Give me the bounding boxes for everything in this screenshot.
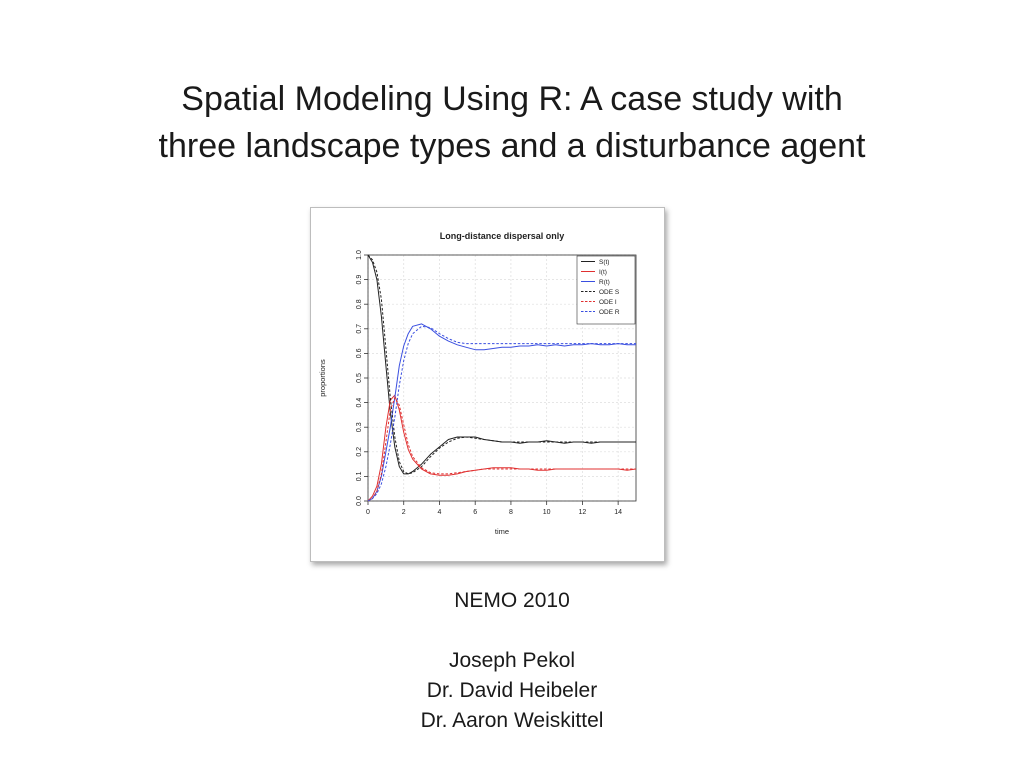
legend-label: R(t): [599, 279, 610, 286]
legend-label: ODE I: [599, 299, 617, 306]
legend-label: I(t): [599, 269, 607, 276]
slide-title: [60, 76, 964, 170]
y-tick-label: 0.7: [356, 323, 363, 334]
event-label: NEMO 2010: [454, 589, 570, 612]
chart-figure: [310, 207, 665, 562]
x-tick-label: 4: [437, 509, 442, 516]
x-tick-label: 12: [578, 509, 587, 516]
author-name: Dr. David Heibeler: [426, 679, 598, 702]
series-line: [368, 395, 636, 501]
x-axis-label: time: [494, 527, 510, 536]
slide-title-line-2: three landscape types and a disturbance agent: [158, 127, 866, 165]
series-line: [368, 324, 636, 501]
y-tick-label: 0.2: [356, 446, 363, 457]
y-tick-label: 0.0: [356, 496, 363, 506]
y-tick-label: 1.0: [356, 250, 363, 260]
author-name: Dr. Aaron Weiskittel: [420, 709, 604, 732]
y-tick-label: 0.5: [356, 373, 363, 383]
y-axis-label: proportions: [318, 359, 327, 397]
slide-title-line-1: Spatial Modeling Using R: A case study with: [181, 80, 843, 118]
author-name: Joseph Pekol: [448, 649, 576, 672]
legend-label: ODE R: [599, 309, 620, 316]
chart-title: Long-distance dispersal only: [439, 231, 565, 241]
y-tick-label: 0.3: [356, 422, 363, 433]
x-tick-label: 6: [473, 509, 478, 516]
x-tick-label: 14: [614, 509, 623, 516]
x-tick-label: 10: [542, 509, 551, 516]
y-tick-label: 0.9: [356, 274, 363, 285]
y-tick-label: 0.8: [356, 299, 363, 310]
x-tick-label: 8: [508, 509, 513, 516]
x-tick-label: 2: [401, 509, 406, 516]
series-line: [368, 326, 636, 501]
y-tick-label: 0.6: [356, 348, 363, 359]
line-chart: [311, 208, 664, 561]
x-tick-label: 0: [366, 509, 370, 516]
slide-subtitle: [312, 586, 712, 736]
y-tick-label: 0.4: [356, 397, 363, 408]
y-tick-label: 0.1: [356, 471, 363, 482]
legend-label: S(t): [599, 259, 610, 266]
legend-label: ODE S: [599, 289, 620, 296]
